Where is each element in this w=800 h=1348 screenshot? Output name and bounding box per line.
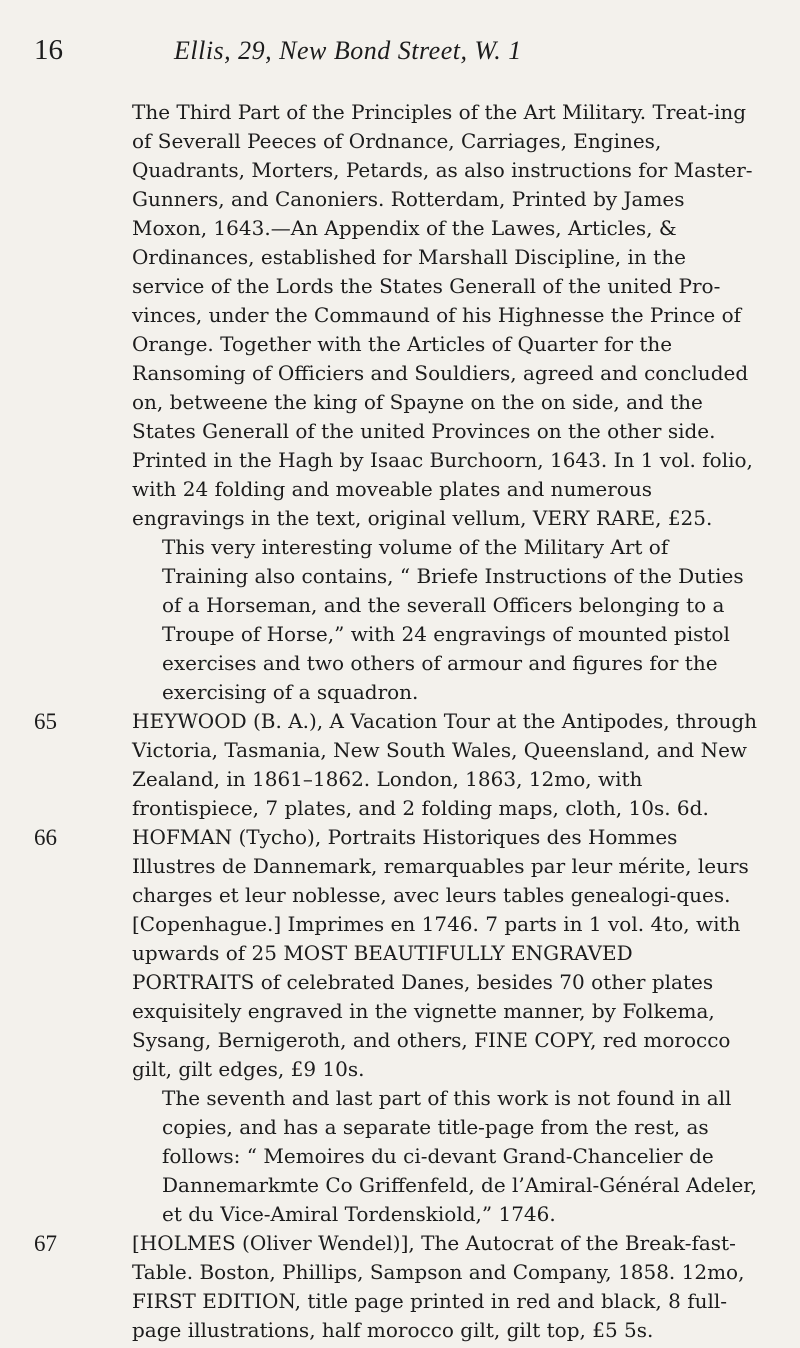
lot-number: 67 [34,1231,57,1256]
entry-note: The seventh and last part of this work is not found in all copies, and has a separate title-page from the rest, as follows: “ Memoires du ci-devant Grand-Chancelier de Dannemarkmte Co Griffenfeld, de l’Amiral-Général Adeler, et du Vice-Amiral Tordenskiold,” 1746. [162,1086,758,1226]
page-header [0,34,800,74]
entry-note: This very interesting volume of the Military Art of Training also contains, “ Briefe Instructions of the Duties of a Horseman, and the severall Officers belonging to a Troupe of Horse,” with 24 engravings of mounted pistol exercises and two others of armour and figures for the exercising of a squadron. [162,535,744,704]
lot-number: 65 [34,709,57,734]
entry-description: The Third Part of the Principles of the Art Military. Treat-ing of Severall Peeces of Ordnance, Carriages, Engines, Quadrants, Morters, Petards, as also instructions for Master-Gunners, and Canoniers. Rotterdam, Printed by James Moxon, 1643.—An Appendix of the Lawes, Articles, & Ordinances, established for Marshall Discipline, in the service of the Lords the States Generall of the united Pro-vinces, under the Commaund of his Highnesse the Prince of Orange. Together with the Articles of Quarter for the Ransoming of Officiers and Souldiers, agreed and concluded on, betweene the king of Spayne on the on side, and the States Generall of the united Provinces on the other side. Printed in the Hagh by Isaac Burchoorn, 1643. In 1 vol. folio, with 24 folding and moveable plates and numerous engravings in the text, original vellum, VERY RARE, £25. [132,100,753,530]
catalogue-entry [0,1229,800,1345]
catalogue-entry [0,707,800,823]
running-head: Ellis, 29, New Bond Street, W. 1 [174,36,522,65]
entry-description: [HOLMES (Oliver Wendel)], The Autocrat of the Break-fast-Table. Boston, Phillips, Sampson and Company, 1858. 12mo, FIRST EDITION, title page printed in red and black, 8 full-page illustrations, half morocco gilt, gilt top, £5 5s. [132,1231,745,1342]
catalogue-entries [0,98,800,1345]
entry-description: HOFMAN (Tycho), Portraits Historiques des Hommes Illustres de Dannemark, remarquables par leur mérite, leurs charges et leur noblesse, avec leurs tables genealogi-ques. [Copenhague.] Imprimes en 1746. 7 parts in 1 vol. 4to, with upwards of 25 MOST BEAUTIFULLY ENGRAVED PORTRAITS of celebrated Danes, besides 70 other plates exquisitely engraved in the vignette manner, by Folkema, Sysang, Bernigeroth, and others, FINE COPY, red morocco gilt, gilt edges, £9 10s. [132,825,749,1081]
entry-description: HEYWOOD (B. A.), A Vacation Tour at the Antipodes, through Victoria, Tasmania, New South Wales, Queensland, and New Zealand, in 1861–1862. London, 1863, 12mo, with frontispiece, 7 plates, and 2 folding maps, cloth, 10s. 6d. [132,709,758,820]
catalogue-entry [0,98,800,707]
catalogue-entry [0,823,800,1229]
lot-number: 66 [34,825,57,850]
page-number: 16 [34,34,63,66]
